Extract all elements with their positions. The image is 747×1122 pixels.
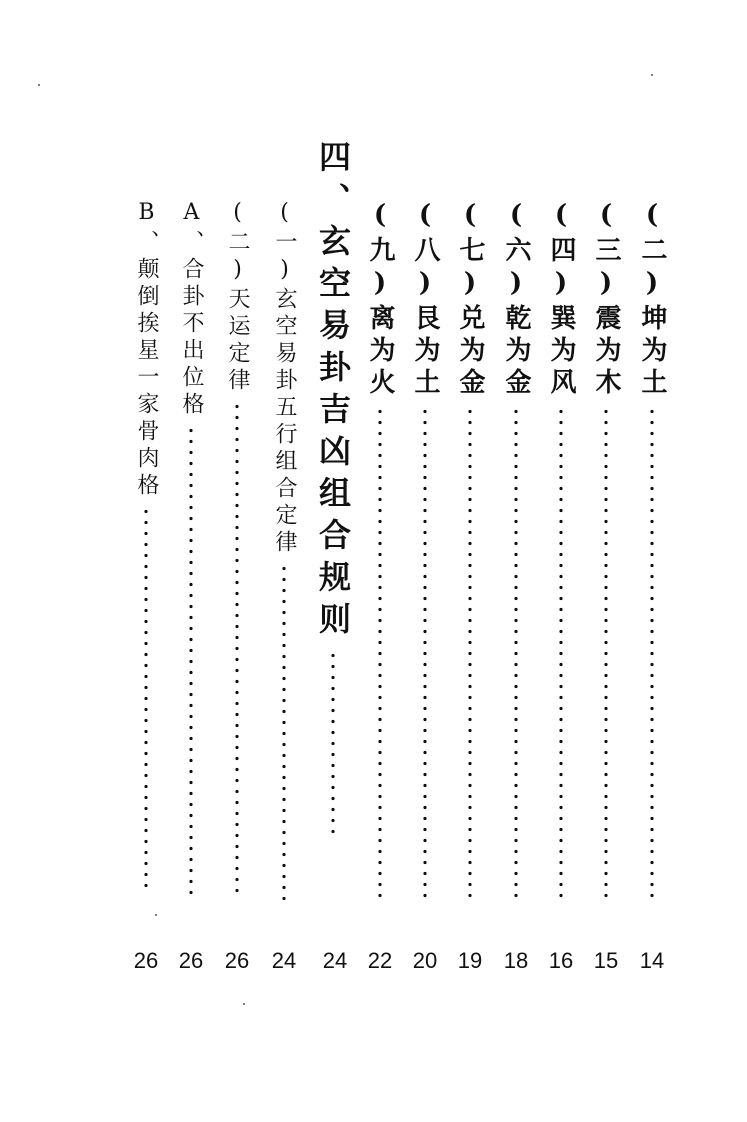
dot-leader — [514, 406, 518, 900]
dot-leader — [331, 650, 335, 840]
toc-entry-page: 22 — [367, 948, 393, 973]
toc-entry-page: 16 — [548, 948, 574, 973]
toc-entry[interactable] — [586, 200, 626, 900]
toc-entry-page: 14 — [639, 948, 665, 973]
dot-leader — [378, 406, 382, 900]
toc-entry[interactable] — [450, 200, 490, 900]
toc-entry-page: 20 — [412, 948, 438, 973]
scan-speck — [651, 74, 653, 76]
toc-entry[interactable] — [360, 200, 400, 900]
toc-entry[interactable] — [171, 200, 211, 900]
scan-speck — [243, 1003, 245, 1005]
toc-entry-title: (二)天运定律 — [225, 200, 250, 395]
scan-speck — [155, 914, 157, 916]
dot-leader — [468, 406, 472, 900]
dot-leader — [235, 401, 239, 900]
toc-entry-title: (八)艮为土 — [410, 200, 440, 400]
toc-entry-title: A、合卦不出位格 — [179, 200, 204, 419]
toc-entry-page: 24 — [271, 948, 297, 973]
toc-entry-title: (三)震为木 — [591, 200, 621, 400]
toc-entry-title: (二)坤为土 — [637, 200, 667, 400]
toc-entry-page: 26 — [224, 948, 250, 973]
toc-entry-title: (四)巽为风 — [546, 200, 576, 400]
dot-leader — [604, 406, 608, 900]
toc-entry[interactable] — [126, 200, 166, 890]
toc-entry-title: (九)离为火 — [365, 200, 395, 400]
toc-entry-title: (六)乾为金 — [501, 200, 531, 400]
toc-entry[interactable] — [496, 200, 536, 900]
dot-leader — [189, 425, 193, 900]
toc-entry-title: (七)兑为金 — [455, 200, 485, 400]
toc-entry-title: B、颠倒挨星一家骨肉格 — [134, 200, 159, 500]
toc-entry[interactable] — [632, 200, 672, 900]
dot-leader — [282, 563, 286, 900]
dot-leader — [559, 406, 563, 900]
toc-entry-page: 18 — [503, 948, 529, 973]
section-heading-title: 四、玄空易卦吉凶组合规则 — [314, 140, 352, 644]
dot-leader — [423, 406, 427, 900]
toc-entry[interactable] — [541, 200, 581, 900]
dot-leader — [650, 406, 654, 900]
scan-speck — [38, 84, 40, 86]
dot-leader — [144, 506, 148, 890]
toc-entry-page: 19 — [457, 948, 483, 973]
toc-entry-page: 24 — [322, 948, 348, 973]
toc-entry-page: 26 — [133, 948, 159, 973]
toc-entry[interactable] — [264, 200, 304, 900]
toc-entry[interactable] — [405, 200, 445, 900]
toc-entry-page: 26 — [178, 948, 204, 973]
toc-entry[interactable] — [217, 200, 257, 900]
toc-entry-title: (一)玄空易卦五行组合定律 — [272, 200, 297, 557]
toc-section-heading[interactable] — [313, 140, 353, 840]
toc-entry-page: 15 — [593, 948, 619, 973]
